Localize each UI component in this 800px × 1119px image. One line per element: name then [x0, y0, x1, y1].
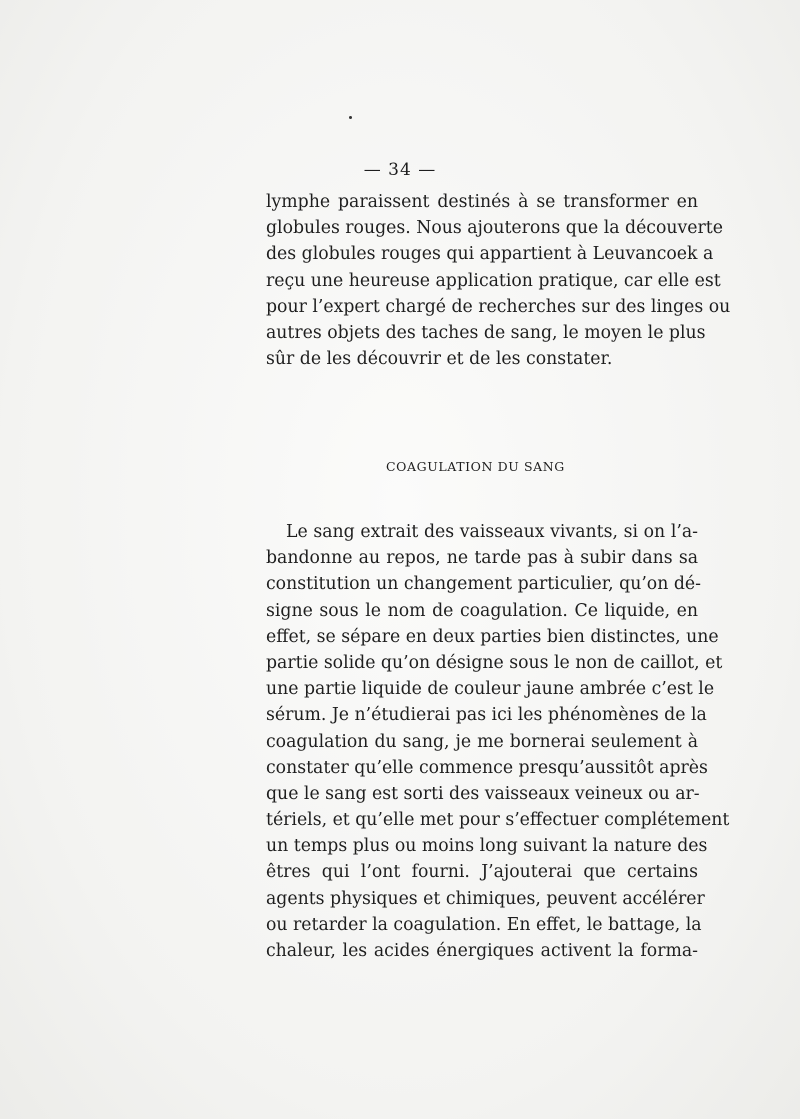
text-line: constater qu’elle commence presqu’aussitôt après [266, 757, 708, 778]
text-line: effet, se sépare en deux parties bien distinctes, une [266, 626, 719, 647]
text-line: constitution un changement particulier, qu’on dé- [266, 574, 701, 595]
text-line: ou retarder la coagulation. En effet, le battage, la [266, 914, 702, 935]
text-line: coagulation du sang, je me bornerai seulement à [266, 731, 698, 752]
text-line: Le sang extrait des vaisseaux vivants, si on l’a- [286, 522, 698, 542]
text-line: des globules rouges qui appartient à Leuvancoek a [266, 244, 714, 265]
text-line: tériels, et qu’elle met pour s’effectuer complétement [266, 810, 730, 831]
text-line: êtres qui l’ont fourni. J’ajouterai que certains [266, 862, 698, 883]
text-line: agents physiques et chimiques, peuvent accélérer [266, 888, 705, 909]
text-line: signe sous le nom de coagulation. Ce liquide, en [266, 600, 698, 621]
text-line: pour l’expert chargé de recherches sur des linges ou [266, 296, 731, 317]
text-line: bandonne au repos, ne tarde pas à subir dans sa [266, 548, 698, 569]
section-heading: COAGULATION DU SANG [386, 459, 565, 474]
text-line: lymphe paraissent destinés à se transformer en [266, 192, 698, 212]
text-line: globules rouges. Nous ajouterons que la découverte [266, 218, 723, 239]
text-line: sérum. Je n’étudierai pas ici les phénomènes de la [266, 705, 707, 726]
text-line: une partie liquide de couleur jaune ambrée c’est le [266, 679, 715, 700]
paragraph-coagulation [266, 519, 730, 964]
paragraph-lymphe [266, 189, 731, 372]
text-line: que le sang est sorti des vaisseaux veineux ou ar- [266, 783, 700, 804]
text-line: sûr de les découvrir et de les constater. [266, 349, 613, 370]
text-line: partie solide qu’on désigne sous le non de caillot, et [266, 652, 723, 673]
ink-speck [349, 116, 352, 119]
text-line: un temps plus ou moins long suivant la nature des [266, 836, 708, 857]
text-line: chaleur, les acides énergiques activent la forma- [266, 941, 698, 961]
text-line: autres objets des taches de sang, le moyen le plus [266, 322, 706, 343]
text-line: reçu une heureuse application pratique, car elle est [266, 270, 721, 291]
page-number: — 34 — [363, 160, 437, 180]
